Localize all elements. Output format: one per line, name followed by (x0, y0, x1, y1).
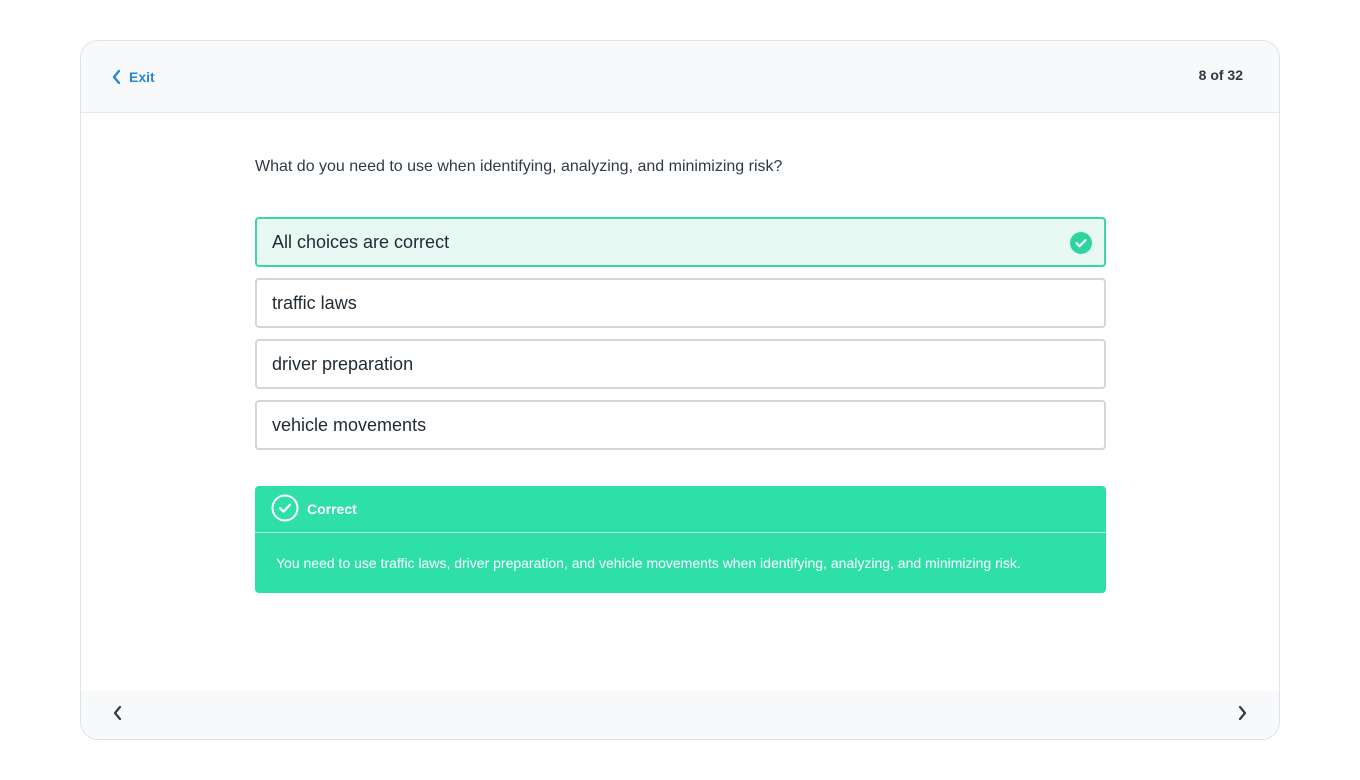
choice-driver-preparation[interactable] (255, 339, 1106, 389)
choice-label: driver preparation (272, 353, 414, 374)
question-counter: 8 of 32 (1198, 67, 1243, 83)
feedback-panel (255, 486, 1106, 593)
choice-label: traffic laws (272, 292, 357, 313)
previous-question-button[interactable] (105, 703, 129, 727)
next-question-button[interactable] (1231, 703, 1255, 727)
exit-link[interactable] (111, 65, 155, 89)
choice-all-correct[interactable] (255, 217, 1106, 267)
answer-choices (255, 217, 1106, 450)
quiz-header (81, 41, 1279, 113)
feedback-title: Correct (307, 501, 357, 517)
choice-label: vehicle movements (272, 414, 427, 435)
check-circle-icon (1070, 232, 1092, 259)
chevron-right-icon (1238, 705, 1248, 726)
question-text: What do you need to use when identifying, analyzing, and minimizing risk? (255, 158, 783, 175)
choice-vehicle-movements[interactable] (255, 400, 1106, 450)
check-circle-outline-icon (271, 494, 299, 525)
question-content (255, 157, 1106, 593)
choice-label: All choices are correct (272, 231, 450, 252)
quiz-footer (81, 691, 1279, 739)
feedback-header (255, 486, 1106, 533)
chevron-left-icon (112, 705, 122, 726)
choice-traffic-laws[interactable] (255, 278, 1106, 328)
exit-label: Exit (129, 69, 155, 85)
chevron-left-icon (111, 69, 121, 85)
feedback-explanation: You need to use traffic laws, driver preparation, and vehicle movements when identifying, analyzing, and minimizing risk. (276, 555, 1021, 571)
quiz-card (80, 40, 1280, 740)
